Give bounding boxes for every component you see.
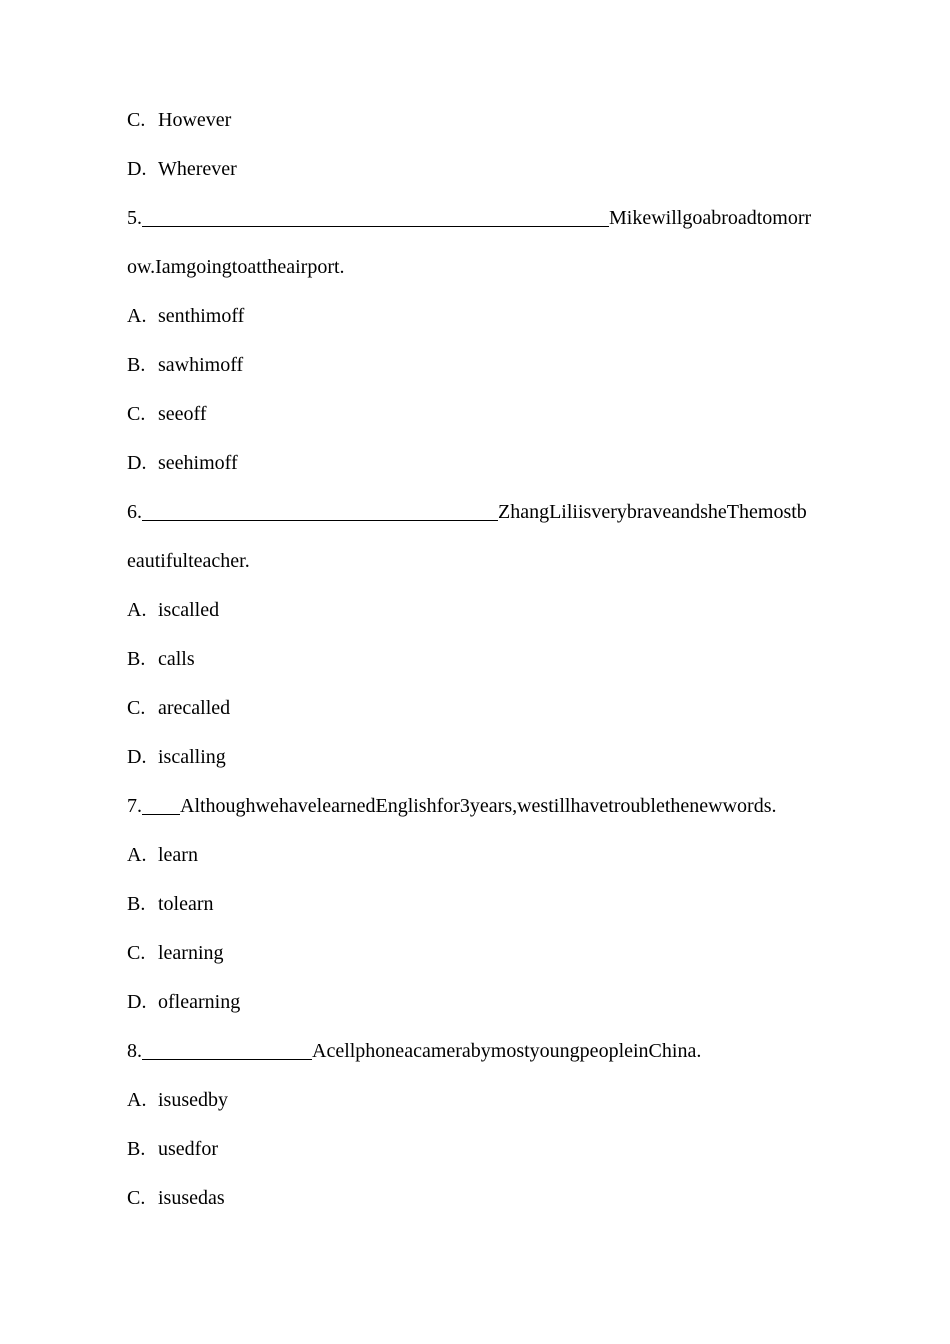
option-text: iscalling: [158, 746, 226, 768]
option-text: isusedby: [158, 1089, 228, 1111]
option-text: tolearn: [158, 893, 214, 915]
question-7: [127, 782, 832, 831]
option-line: [127, 292, 832, 341]
option-letter: A.: [127, 599, 147, 621]
option-text: usedfor: [158, 1138, 218, 1160]
option-letter: B.: [127, 1138, 146, 1160]
option-line: [127, 1125, 832, 1174]
option-letter: C.: [127, 1187, 146, 1209]
option-text: oflearning: [158, 991, 241, 1013]
question-text-continued: eautifulteacher.: [127, 550, 250, 572]
option-text: sawhimoff: [158, 354, 244, 376]
option-text: iscalled: [158, 599, 220, 621]
option-line: [127, 439, 832, 488]
option-line: [127, 929, 832, 978]
question-text: AlthoughwehavelearnedEnglishfor3years,westillhavetroublethenewwords.: [180, 795, 777, 817]
option-line: [127, 880, 832, 929]
option-letter: B.: [127, 893, 146, 915]
option-text: However: [158, 109, 232, 131]
option-text: senthimoff: [158, 305, 245, 327]
option-text: seeoff: [158, 403, 207, 425]
answer-blank: [142, 1038, 312, 1060]
option-line: [127, 586, 832, 635]
option-letter: A.: [127, 1089, 147, 1111]
option-letter: B.: [127, 354, 146, 376]
option-line: [127, 341, 832, 390]
option-text: Wherever: [158, 158, 237, 180]
option-text: isusedas: [158, 1187, 225, 1209]
option-line: [127, 733, 832, 782]
answer-blank: [142, 205, 609, 227]
option-letter: D.: [127, 452, 147, 474]
option-line: [127, 390, 832, 439]
question-continuation: [127, 243, 832, 292]
option-letter: C.: [127, 697, 146, 719]
document-page: [127, 96, 832, 1223]
option-letter: D.: [127, 158, 147, 180]
option-line: [127, 1174, 832, 1223]
question-number: 8.: [127, 1040, 142, 1062]
question-text: AcellphoneacamerabymostyoungpeopleinChina.: [312, 1040, 702, 1062]
option-line: [127, 1076, 832, 1125]
option-text: calls: [158, 648, 195, 670]
option-text: learning: [158, 942, 224, 964]
option-letter: D.: [127, 991, 147, 1013]
option-line: [127, 96, 832, 145]
option-letter: A.: [127, 305, 147, 327]
question-number: 6.: [127, 501, 142, 523]
question-6: [127, 488, 832, 537]
option-line: [127, 145, 832, 194]
question-text: ZhangLiliisverybraveandsheThemostb: [498, 501, 807, 523]
option-letter: C.: [127, 403, 146, 425]
question-number: 5.: [127, 207, 142, 229]
option-line: [127, 684, 832, 733]
question-number: 7.: [127, 795, 142, 817]
question-8: [127, 1027, 832, 1076]
question-continuation: [127, 537, 832, 586]
option-line: [127, 635, 832, 684]
option-line: [127, 831, 832, 880]
option-text: learn: [158, 844, 198, 866]
question-5: [127, 194, 832, 243]
option-text: arecalled: [158, 697, 231, 719]
answer-blank: [142, 793, 180, 815]
option-text: seehimoff: [158, 452, 238, 474]
answer-blank: [142, 499, 498, 521]
option-letter: C.: [127, 942, 146, 964]
question-text: Mikewillgoabroadtomorr: [609, 207, 812, 229]
option-line: [127, 978, 832, 1027]
option-letter: D.: [127, 746, 147, 768]
option-letter: A.: [127, 844, 147, 866]
option-letter: B.: [127, 648, 146, 670]
question-text-continued: ow.Iamgoingtoattheairport.: [127, 256, 345, 278]
option-letter: C.: [127, 109, 146, 131]
